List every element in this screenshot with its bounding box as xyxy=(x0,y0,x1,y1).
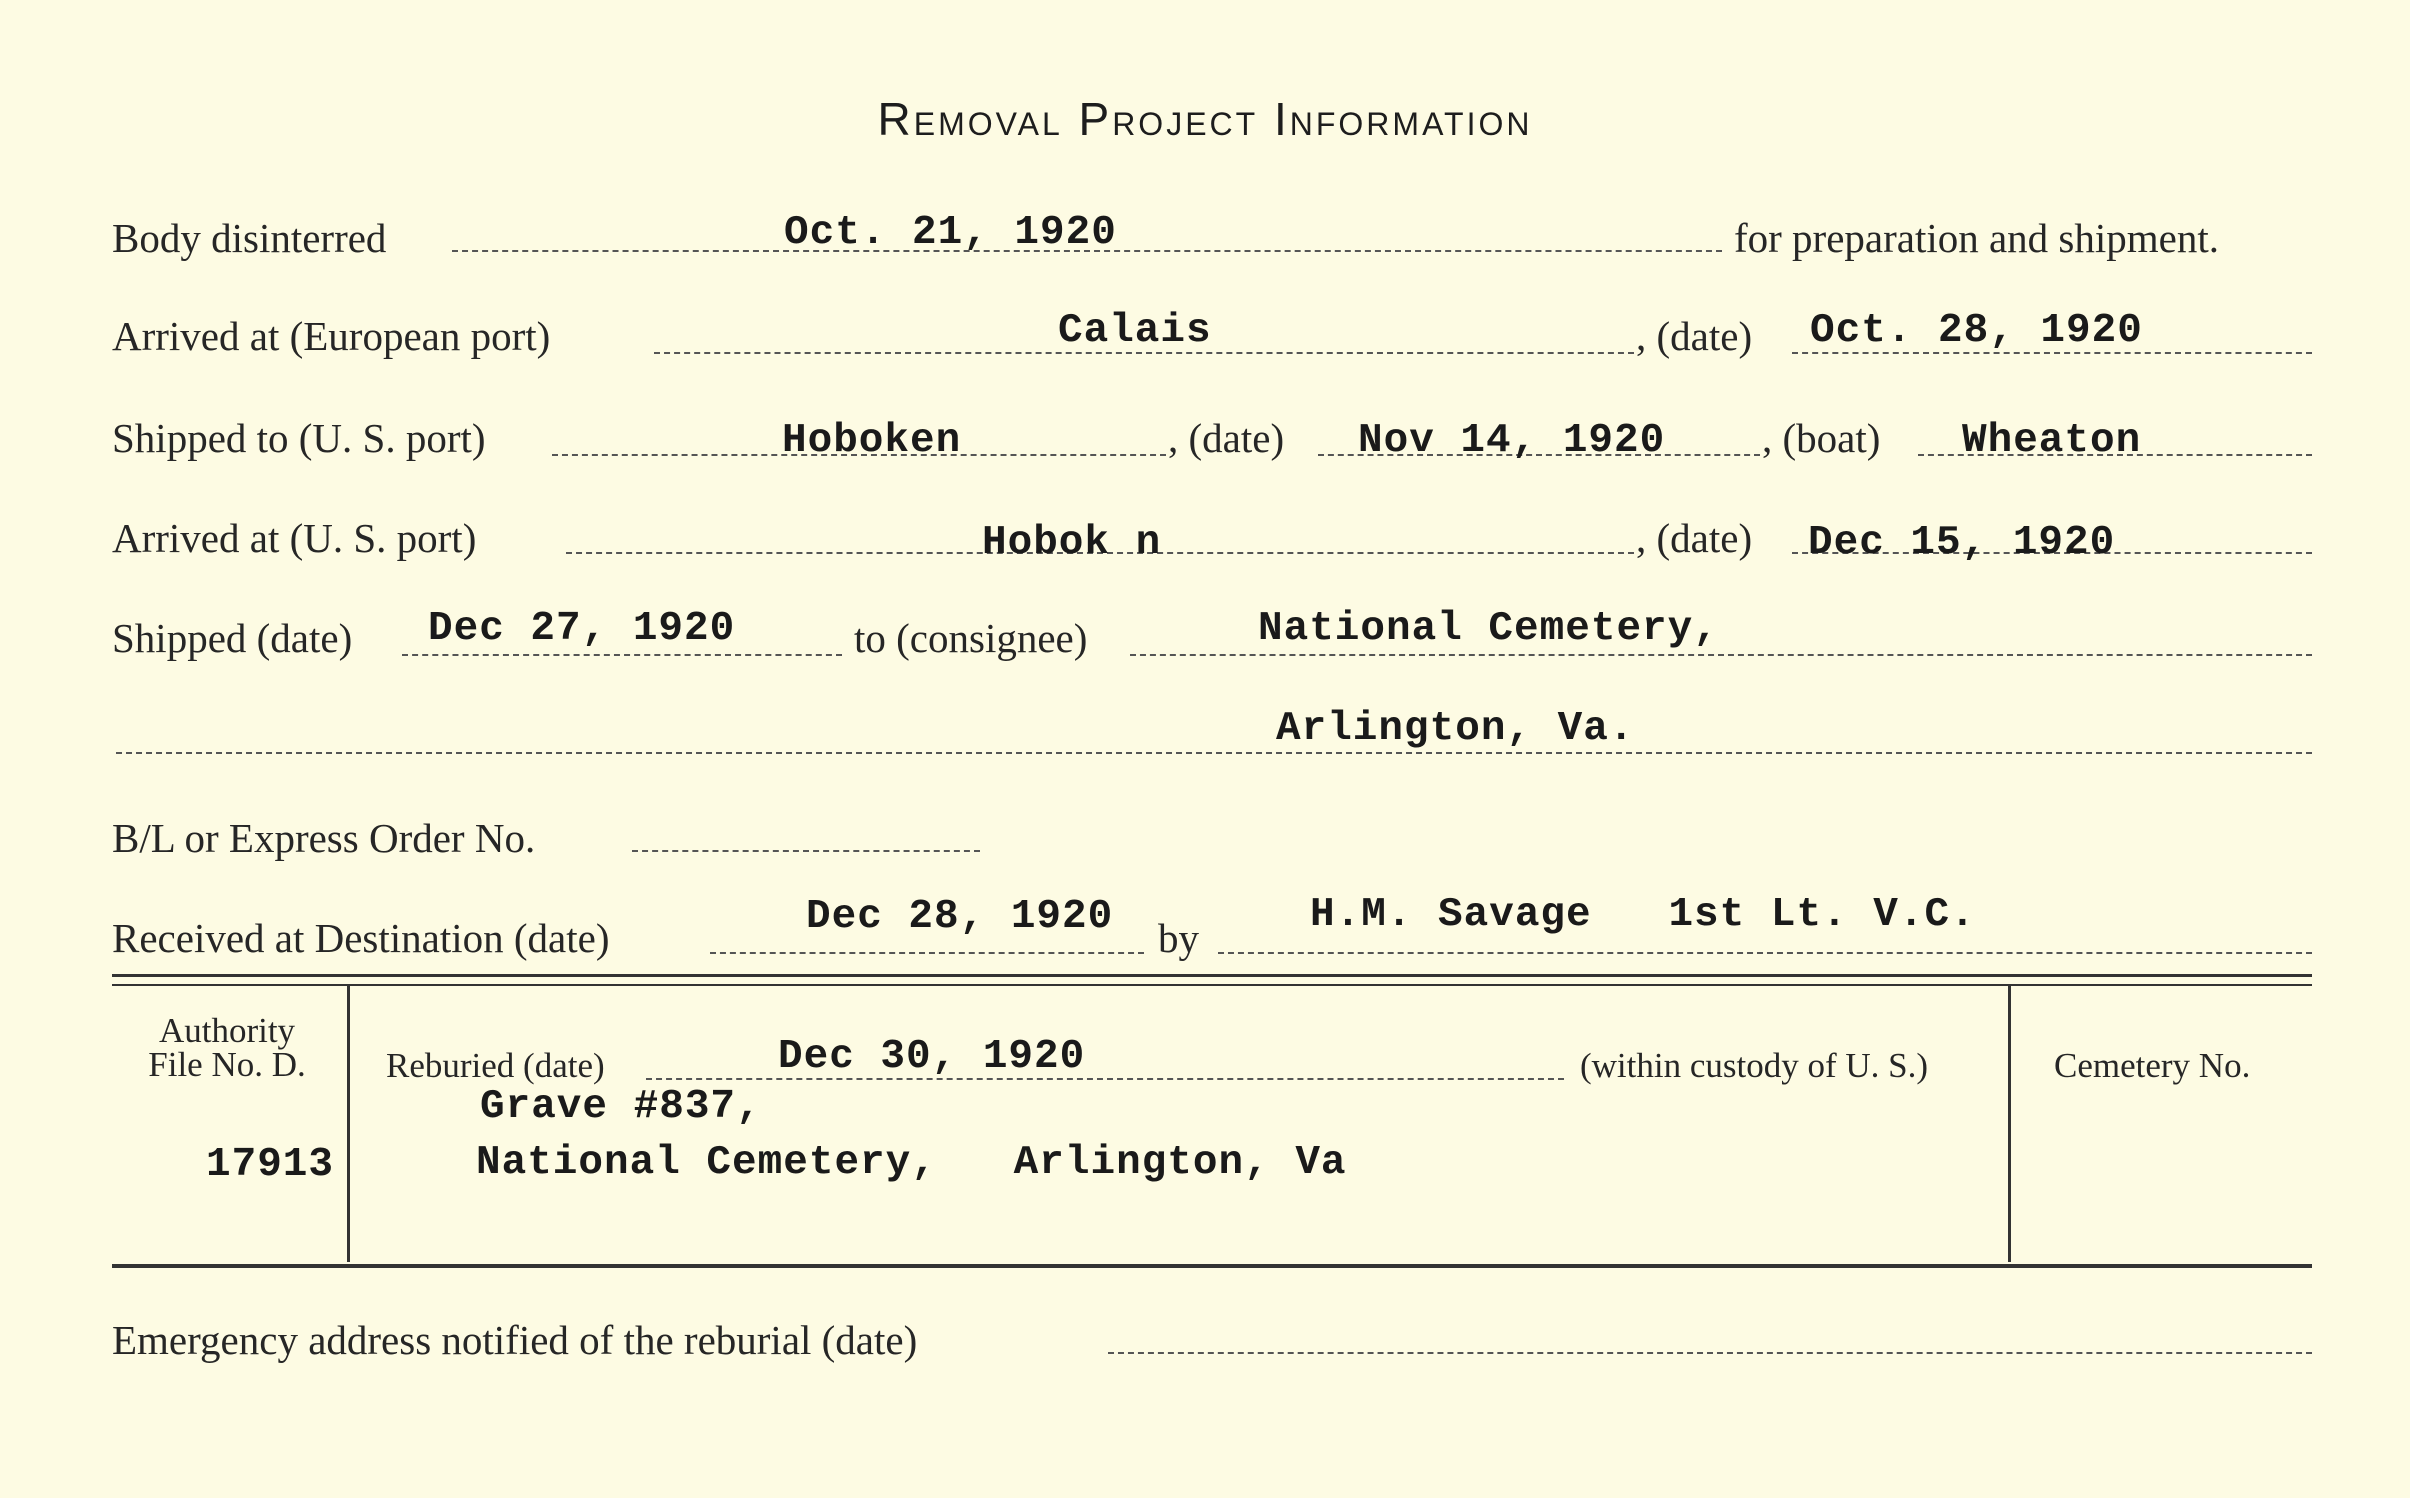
shipped-us-port: Hoboken xyxy=(782,418,962,464)
box-top-rule-1 xyxy=(112,974,2312,977)
consignee-text-1: National Cemetery, xyxy=(1258,606,1719,652)
shipped-us-boat: Wheaton xyxy=(1962,418,2142,464)
disinterred-suffix: for preparation and shipment. xyxy=(1734,215,2220,261)
reburied-date: Dec 30, 1920 xyxy=(778,1034,1086,1080)
arrived-us-date: Dec 15, 1920 xyxy=(1808,520,2116,566)
bl-label: B/L or Express Order No. xyxy=(112,815,536,861)
arrived-european-label: Arrived at (European port) xyxy=(112,313,551,359)
consignee-line-2 xyxy=(116,752,2312,754)
cemetery-no-label: Cemetery No. xyxy=(2054,1046,2251,1085)
shipped-date-label: Shipped (date) xyxy=(112,615,353,661)
shipped-us-boat-label: , (boat) xyxy=(1762,415,1881,461)
arrived-us-date-label: , (date) xyxy=(1636,515,1753,561)
arrived-european-port: Calais xyxy=(1058,308,1212,354)
shipped-date-line xyxy=(402,654,842,656)
received-by-line xyxy=(1218,952,2312,954)
consignee-line-1 xyxy=(1130,654,2312,656)
consignee-text-2: Arlington, Va. xyxy=(1276,706,1635,752)
arrived-european-date-label: , (date) xyxy=(1636,313,1753,359)
emergency-label: Emergency address notified of the reburial (date) xyxy=(112,1317,918,1363)
disinterred-date: Oct. 21, 1920 xyxy=(784,210,1117,256)
card-title: Removal Project Information xyxy=(877,93,1533,145)
box-bottom-rule xyxy=(112,1264,2312,1268)
shipped-us-date-label: , (date) xyxy=(1168,415,1285,461)
arrived-european-date: Oct. 28, 1920 xyxy=(1810,308,2143,354)
shipped-date: Dec 27, 1920 xyxy=(428,606,736,652)
box-divider-right xyxy=(2008,986,2011,1262)
authority-label-2: File No. D. xyxy=(148,1045,306,1084)
received-date: Dec 28, 1920 xyxy=(806,894,1114,940)
disinterred-label: Body disinterred xyxy=(112,215,387,261)
authority-file-no: 17913 xyxy=(206,1142,335,1188)
arrived-us-label: Arrived at (U. S. port) xyxy=(112,515,477,561)
arrived-us-port: Hobok n xyxy=(982,520,1162,566)
grave-line-1: Grave #837, xyxy=(480,1084,762,1130)
received-date-line xyxy=(710,952,1144,954)
emergency-line xyxy=(1108,1352,2312,1354)
consignee-label: to (consignee) xyxy=(854,615,1088,661)
custody-label: (within custody of U. S.) xyxy=(1580,1046,1929,1085)
reburied-label: Reburied (date) xyxy=(386,1046,605,1085)
received-label: Received at Destination (date) xyxy=(112,915,610,961)
shipped-us-date: Nov 14, 1920 xyxy=(1358,418,1666,464)
box-divider-left xyxy=(347,986,350,1262)
box-top-rule-2 xyxy=(112,984,2312,986)
shipped-us-label: Shipped to (U. S. port) xyxy=(112,415,486,461)
grave-line-2: National Cemetery, Arlington, Va xyxy=(476,1140,1347,1186)
received-by: H.M. Savage 1st Lt. V.C. xyxy=(1310,892,1976,938)
authority-label-1: Authority xyxy=(158,1011,296,1050)
received-by-label: by xyxy=(1158,915,1199,961)
bl-line xyxy=(632,850,980,852)
